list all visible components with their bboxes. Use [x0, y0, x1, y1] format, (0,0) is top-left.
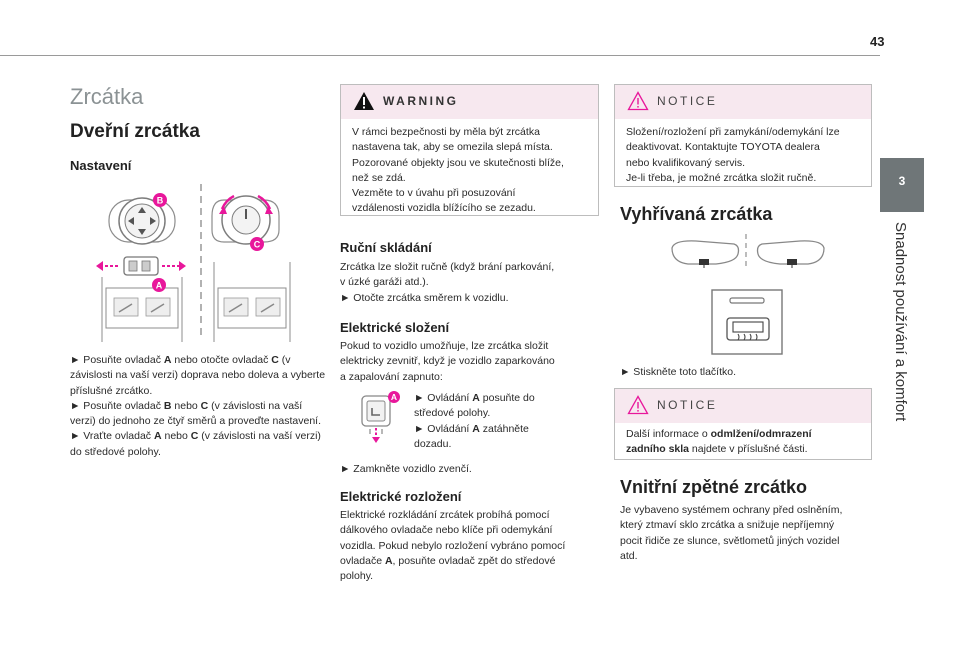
- heated-step: ► Stiskněte toto tlačítko.: [620, 366, 737, 378]
- fold-label-a: A: [390, 392, 398, 402]
- notice-title-1: NOTICE: [657, 94, 718, 108]
- heading-interior-mirror: Vnitřní zpětné zrcátko: [620, 477, 808, 497]
- section-title: Zrcátka: [70, 84, 144, 109]
- notice-box-fold: [614, 84, 872, 187]
- chapter-title-text: Snadnost používání a komfort: [892, 222, 909, 422]
- heading-electric-fold: Elektrické složení: [340, 320, 450, 335]
- step-1: ► Posuňte ovladač A nebo otočte ovladač C (v závislosti na vaší verzi) doprava nebo doleva a vyberte příslušné zrcátko.: [70, 354, 326, 397]
- page-number: 43: [870, 34, 885, 49]
- heading-heated-mirrors: Vyhřívaná zrcátka: [620, 204, 773, 224]
- label-b: B: [156, 195, 164, 206]
- lock-step: ► Zamkněte vozidlo zvenčí.: [340, 463, 472, 475]
- step-3: ► Vraťte ovladač A nebo C (v závislosti na vaší verzi) do středové polohy.: [70, 430, 321, 458]
- notice-header-1: [615, 85, 871, 119]
- manual-fold-text: Zrcátka lze složit ručně (když brání parkování, v úzké garáži atd.). ► Otočte zrcátka směrem k vozidlu.: [340, 261, 555, 304]
- warning-header: [341, 85, 598, 119]
- notice-text-2: Další informace o odmlžení/odmrazení zadního skla najdete v příslušné části.: [626, 428, 812, 456]
- electric-fold-steps: ► Ovládání A posuňte do středové polohy. ► Ovládání A zatáhněte dozadu.: [414, 392, 535, 450]
- notice-box-defrost: [614, 388, 872, 460]
- electric-fold-text: Pokud to vozidlo umožňuje, lze zrcátka složit elektricky zevnitř, když je vozidlo zaparkováno a zapalování zapnuto:: [340, 340, 555, 383]
- adjustment-steps: [70, 353, 328, 460]
- subheading-adjustment: Nastavení: [70, 158, 132, 173]
- notice-text-1: Složení/rozložení při zamykání/odemykání lze deaktivovat. Kontaktujte TOYOTA dealera nebo kvalifikovaný servis. Je-li třeba, je možné zrcátka složit ručně.: [626, 126, 840, 184]
- heading-manual-fold: Ruční skládání: [340, 240, 432, 255]
- fold-switch-figure: [356, 388, 402, 444]
- chapter-title: [892, 222, 912, 452]
- mirror-control-figure: [94, 182, 304, 342]
- heated-mirror-figure: [666, 234, 836, 354]
- notice-warning-icon: [627, 91, 649, 111]
- notice-header-2: [615, 389, 871, 423]
- warning-box: [340, 84, 599, 216]
- notice-title-2: NOTICE: [657, 398, 718, 412]
- heading-electric-unfold: Elektrické rozložení: [340, 489, 462, 504]
- header-divider: [0, 55, 880, 56]
- warning-text: V rámci bezpečnosti by měla být zrcátka nastavena tak, aby se omezila slepá místa. Pozorované objekty jsou ve skutečnosti blíže, než se zdá. Vezměte to v úvahu při posuzování vzdálenosti vozidla blížícího se zezadu.: [352, 126, 564, 215]
- heading-door-mirrors: Dveřní zrcátka: [70, 121, 200, 142]
- electric-unfold-text: Elektrické rozkládání zrcátek probíhá pomocí dálkového ovladače nebo klíče při odemykání vozidla. Pokud nebylo rozložení vybráno pomocí ovladače A, posuňte ovladač zpět do středové polohy.: [340, 509, 566, 583]
- interior-mirror-text: Je vybaveno systémem ochrany před oslněním, který ztmaví sklo zrcátka a snižuje nepříjemný pocit řidiče ze slunce, světlometů jiných vozidel atd.: [620, 504, 843, 562]
- chapter-number: 3: [898, 174, 906, 188]
- warning-icon: [353, 91, 375, 111]
- step-2: ► Posuňte ovladač B nebo C (v závislosti na vaší verzi) do jednoho ze čtyř směrů a proveďte nastavení.: [70, 399, 321, 428]
- label-c: C: [253, 239, 261, 250]
- label-a: A: [155, 280, 163, 291]
- notice-warning-icon-2: [627, 395, 649, 415]
- warning-title: WARNING: [383, 94, 459, 108]
